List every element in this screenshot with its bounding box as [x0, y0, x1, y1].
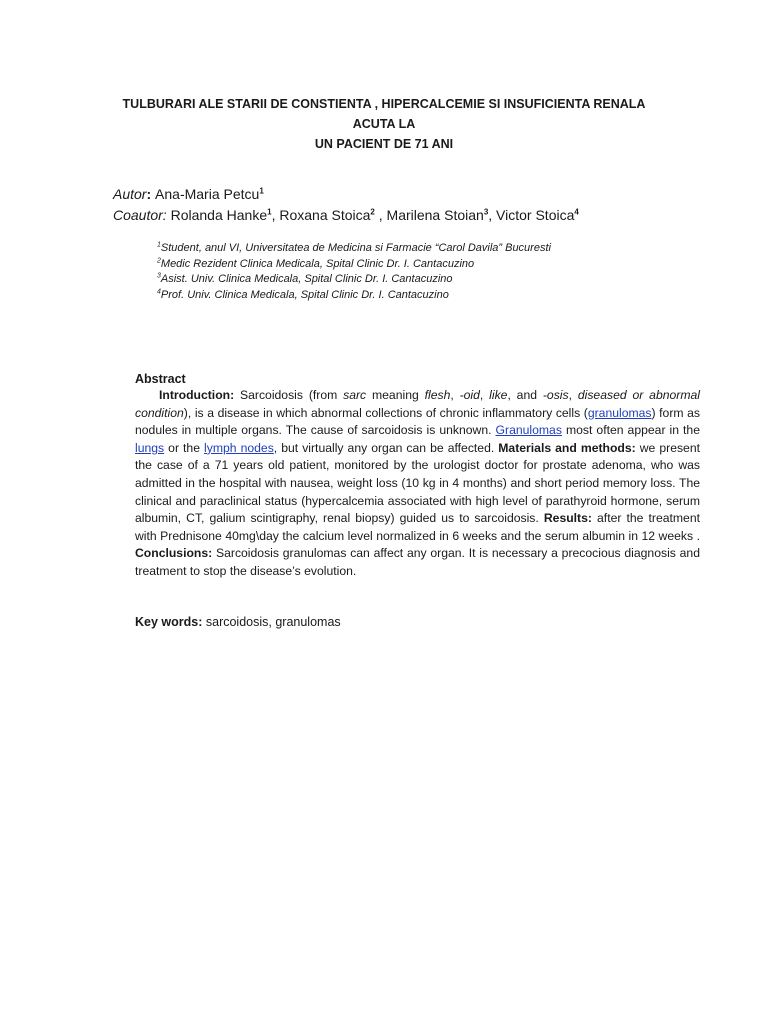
paper-title [100, 94, 668, 154]
abstract-text: Sarcoidosis granulomas can affect any organ. It is necessary a precocious diagnosis and treatment to stop the disease’s evolution. [135, 546, 700, 578]
abstract-text: or the [164, 440, 205, 455]
coautor-sup: 3 [483, 207, 489, 217]
coautor-name: Roxana Stoica [279, 207, 371, 223]
coautor-sup: 4 [574, 207, 579, 217]
abstract-text: most often appear in the [561, 423, 700, 438]
methods-label: Materials and methods: [498, 440, 636, 455]
affiliation-sup: 2 [157, 256, 161, 264]
keywords-line [135, 613, 341, 631]
autor-name: Ana-Maria Petcu [155, 186, 260, 202]
coautor-sep: , [271, 207, 280, 223]
abstract-heading: Abstract [135, 372, 186, 386]
title-line-1: TULBURARI ALE STARII DE CONSTIENTA , HIPERCALCEMIE SI INSUFICIENTA RENALA ACUTA LA [122, 97, 646, 131]
abstract-text: , [479, 388, 490, 402]
coautor-sep: , [488, 207, 497, 223]
abstract-italic: like [489, 388, 508, 402]
coautor-name: Victor Stoica [496, 207, 575, 223]
abstract-italic: diseased or abnormal condition [135, 388, 700, 420]
link-granulomas[interactable]: granulomas [587, 405, 652, 420]
abstract-italic: flesh [424, 388, 451, 402]
link-lungs[interactable]: lungs [135, 440, 165, 455]
abstract-text: , [450, 388, 460, 402]
abstract-text: ) form as nodules in multiple organs. The cause of sarcoidosis is unknown. [135, 405, 701, 438]
affiliation-item [157, 257, 551, 273]
abstract-text: Sarcoidosis (from [234, 388, 344, 402]
title-line-2: UN PACIENT DE 71 ANI [314, 137, 454, 151]
autor-sup: 1 [259, 186, 264, 196]
coautor-line [113, 205, 579, 226]
autor-label: Autor [113, 186, 147, 202]
affiliation-sup: 1 [157, 241, 161, 249]
affiliation-sup: 3 [157, 272, 161, 280]
abstract-body [135, 387, 700, 581]
abstract-text: we present the case of a 71 years old patient, monitored by the urologist doctor for prostate adenoma, who was admitted in the hospital with nausea, weight loss (10 kg in 4 months) and short period memory loss. The clinical and paraclinical status (hypercalcemia associated with high level of parathyroid hormone, serum albumin, CT, galium scintigraphy, renal biopsy) guided us to sarcoidosis. [135, 440, 701, 526]
affiliation-text: Medic Rezident Clinica Medicala, Spital Clinic Dr. I. Cantacuzino [160, 257, 475, 270]
coautor-sup: 1 [267, 207, 272, 217]
abstract-text: , and [507, 388, 543, 402]
author-line: Autor: Ana-Maria Petcu$^1$ [113, 186, 264, 202]
keywords-text: sarcoidosis, granulomas [202, 615, 341, 629]
abstract-text: , [568, 388, 578, 402]
abstract-text: , but virtually any organ can be affected. [273, 440, 499, 455]
coautor-sup: 2 [370, 207, 375, 217]
coautor-name: Rolanda Hanke [170, 207, 268, 223]
keywords-label: Key words: [135, 615, 203, 629]
abstract-text: ), is a disease in which abnormal collections of chronic inflammatory cells ( [183, 405, 588, 420]
conclusions-label: Conclusions: [135, 546, 213, 561]
results-label: Results: [543, 511, 592, 526]
affiliation-sup: 4 [157, 287, 161, 295]
author-block [113, 184, 579, 226]
coautor-label: Coautor: [113, 207, 167, 223]
affiliation-item [157, 272, 551, 288]
affiliation-list [157, 241, 551, 303]
link-granulomas-2[interactable]: Granulomas [495, 423, 562, 438]
abstract-italic: -osis [542, 388, 569, 402]
coautor-sep: , [374, 207, 387, 223]
affiliation-item [157, 288, 551, 304]
affiliation-text: Student, anul VI, Universitatea de Medicina si Farmacie “Carol Davila” Bucuresti [160, 242, 551, 254]
abstract-text: meaning [366, 388, 425, 402]
affiliation-item [157, 241, 551, 257]
abstract-text: after the treatment with Prednisone 40mg\day the calcium level normalized in 6 weeks and the serum albumin in 12 weeks . [135, 511, 700, 543]
abstract-italic: sarc [343, 388, 367, 402]
link-lymph-nodes[interactable]: lymph nodes [204, 440, 274, 455]
abstract-italic: -oid [459, 388, 480, 402]
intro-label: Introduction: [159, 388, 235, 402]
coautor-name: Marilena Stoian [386, 207, 484, 223]
affiliation-text: Asist. Univ. Clinica Medicala, Spital Clinic Dr. I. Cantacuzino [160, 273, 453, 285]
affiliation-text: Prof. Univ. Clinica Medicala, Spital Clinic Dr. I. Cantacuzino [160, 288, 449, 301]
